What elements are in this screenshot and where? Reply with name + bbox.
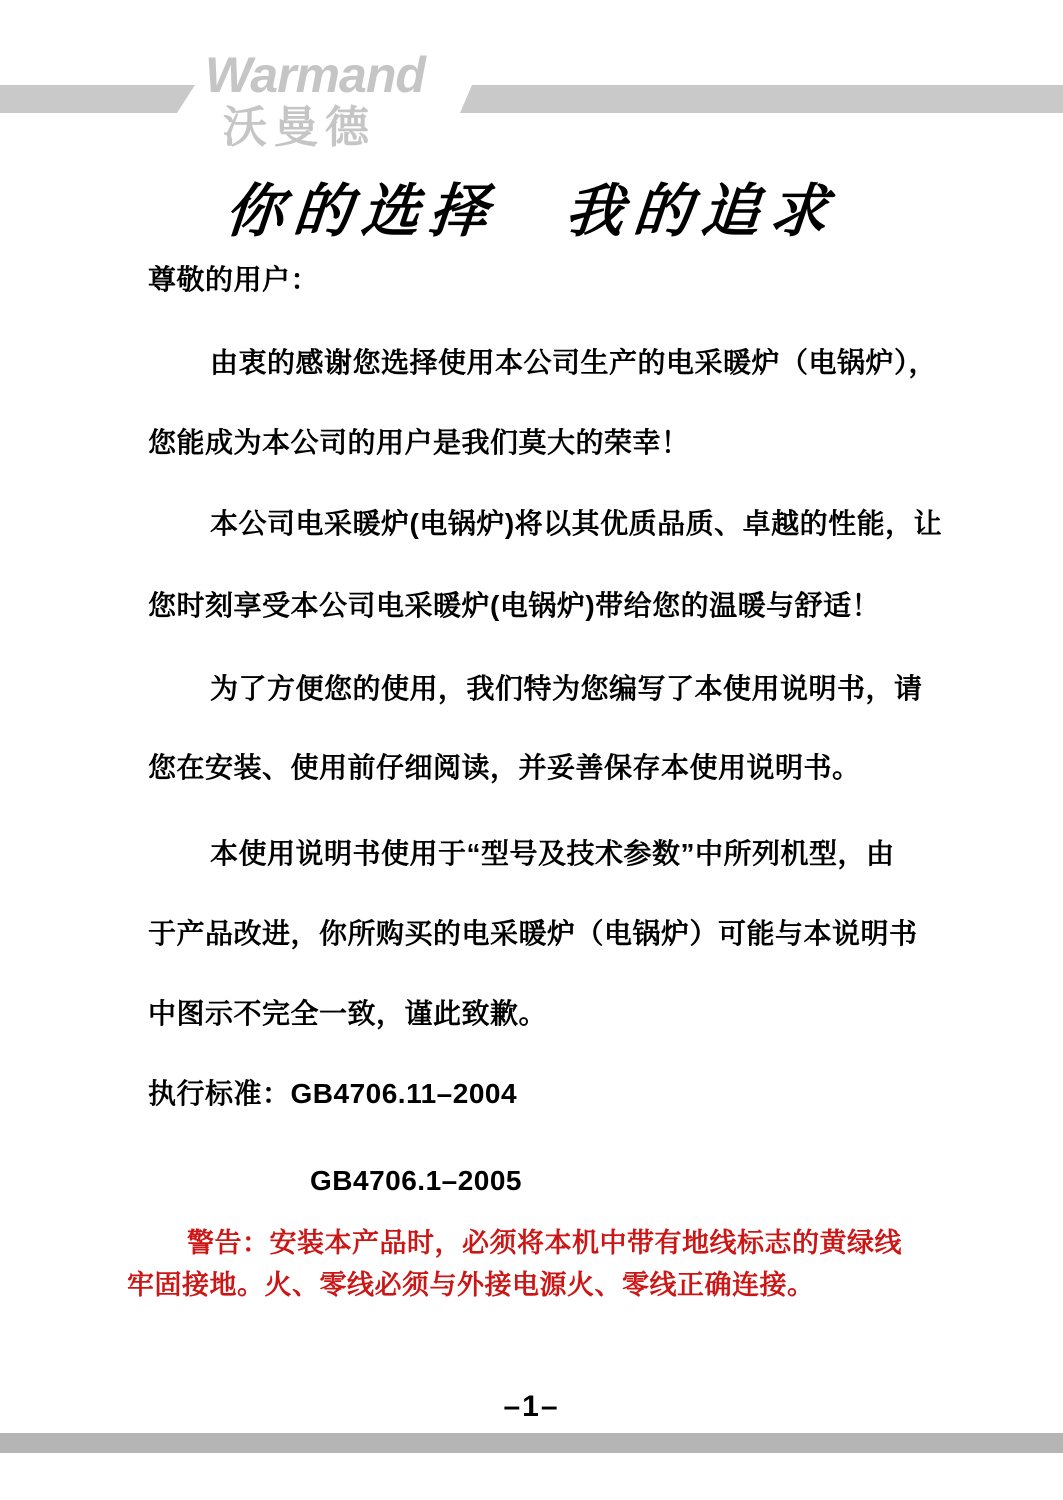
body-line: 为了方便您的使用，我们特为您编写了本使用说明书，请 [210, 673, 923, 704]
body-line: 于产品改进，你所购买的电采暖炉（电锅炉）可能与本说明书 [148, 918, 918, 949]
brand-logo-english: Warmand [205, 47, 425, 103]
greeting-line: 尊敬的用户： [148, 264, 320, 295]
slogan-headline: 你的选择 我的追求 [222, 177, 841, 245]
footer-bar [0, 1433, 1063, 1453]
standard-line-2: GB4706.1–2005 [310, 1165, 523, 1196]
brand-logo-chinese: 沃曼德 [223, 103, 376, 152]
body-line: 您能成为本公司的用户是我们莫大的荣幸！ [148, 427, 690, 458]
page-number: –1– [503, 1390, 560, 1423]
warning-line-1: 警告：安装本产品时，必须将本机中带有地线标志的黄绿线 [187, 1228, 902, 1258]
body-line: 本公司电采暖炉(电锅炉)将以其优质品质、卓越的性能，让 [210, 508, 943, 539]
body-line: 由衷的感谢您选择使用本公司生产的电采暖炉（电锅炉）， [210, 347, 938, 378]
body-line: 中图示不完全一致，谨此致歉。 [148, 998, 548, 1029]
header-right-bar [460, 85, 1063, 113]
warning-line-2: 牢固接地。火、零线必须与外接电源火、零线正确连接。 [127, 1270, 815, 1300]
header-left-bar [0, 85, 195, 113]
body-line: 您时刻享受本公司电采暖炉(电锅炉)带给您的温暖与舒适！ [148, 590, 881, 621]
standard-line-1: 执行标准：GB4706.11–2004 [148, 1078, 518, 1109]
body-line: 您在安装、使用前仔细阅读，并妥善保存本使用说明书。 [148, 752, 861, 783]
body-line: 本使用说明书使用于“型号及技术参数”中所列机型，由 [210, 838, 895, 869]
